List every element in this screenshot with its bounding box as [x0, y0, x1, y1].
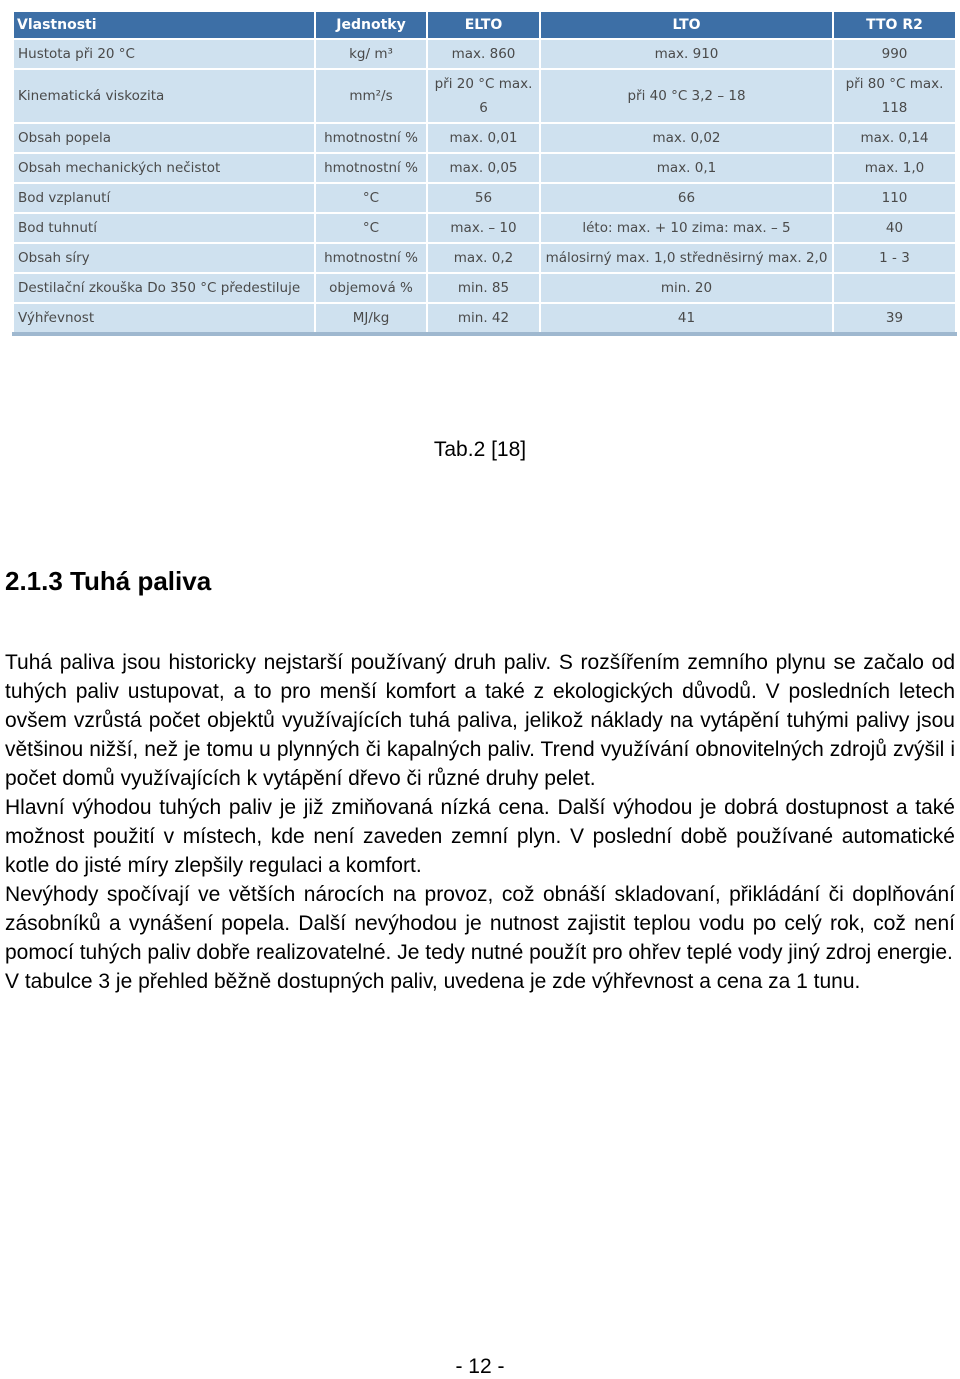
- header-tto: TTO R2: [833, 11, 956, 39]
- cell-unit: MJ/kg: [315, 303, 427, 334]
- table-row: [13, 153, 956, 183]
- cell-elto: max. 0,2: [427, 243, 540, 273]
- header-elto: ELTO: [427, 11, 540, 39]
- cell-tto: 40: [833, 213, 956, 243]
- cell-lto: málosirný max. 1,0 střednësirný max. 2,0: [540, 243, 833, 273]
- cell-unit: kg/ m³: [315, 39, 427, 69]
- cell-unit: °C: [315, 213, 427, 243]
- table-row: [13, 39, 956, 69]
- cell-lto: 41: [540, 303, 833, 334]
- cell-property: Destilační zkouška Do 350 °C předestiluje: [13, 273, 315, 303]
- cell-unit: °C: [315, 183, 427, 213]
- cell-property: Hustota při 20 °C: [13, 39, 315, 69]
- header-units: Jednotky: [315, 11, 427, 39]
- cell-property: Obsah mechanických nečistot: [13, 153, 315, 183]
- table-row: [13, 69, 956, 123]
- paragraph: Tuhá paliva jsou historicky nejstarší používaný druh paliv. S rozšířením zemního plynu se začalo od tuhých paliv ustupovat, a to pro menší komfort a také z ekologických důvodů. V posledních letech ovšem vzrůstá počet objektů využívajících tuhá paliva, jelikož náklady na vytápění tuhými palivy jsou většinou nižší, než je tomu u plynných či kapalných paliv. Trend využívání obnovitelných zdrojů zvýšil i počet domů využívajících k vytápění dřevo či různé druhy pelet.: [5, 651, 955, 790]
- cell-property: Bod vzplanutí: [13, 183, 315, 213]
- table-header-row: [13, 11, 956, 39]
- cell-lto: léto: max. + 10 zima: max. – 5: [540, 213, 833, 243]
- cell-property: Bod tuhnutí: [13, 213, 315, 243]
- cell-unit: hmotnostní %: [315, 123, 427, 153]
- cell-elto: při 20 °C max. 6: [427, 69, 540, 123]
- cell-elto: max. 860: [427, 39, 540, 69]
- cell-elto: max. – 10: [427, 213, 540, 243]
- cell-lto: max. 0,1: [540, 153, 833, 183]
- cell-property: Obsah síry: [13, 243, 315, 273]
- cell-tto: 110: [833, 183, 956, 213]
- body-text: [5, 648, 955, 996]
- paragraph: V tabulce 3 je přehled běžně dostupných paliv, uvedena je zde výhřevnost a cena za 1 tunu.: [5, 970, 861, 993]
- table-row: [13, 213, 956, 243]
- paragraph: Nevýhody spočívají ve větších nárocích na provoz, což obnáší skladovaní, přikládání či doplňování zásobníků a vynášení popela. Další nevýhodou je nutnost zajistit teplou vodu po celý rok, což není pomocí tuhých paliv dobře realizovatelné. Je tedy nutné použít pro ohřev teplé vody jiný zdroj energie.: [5, 883, 955, 964]
- table-row: [13, 123, 956, 153]
- cell-tto: max. 0,14: [833, 123, 956, 153]
- fuel-properties-table: [12, 10, 957, 336]
- table-row: [13, 303, 956, 334]
- cell-elto: 56: [427, 183, 540, 213]
- cell-lto: 66: [540, 183, 833, 213]
- cell-unit: hmotnostní %: [315, 243, 427, 273]
- cell-elto: min. 42: [427, 303, 540, 334]
- cell-tto: při 80 °C max. 118: [833, 69, 956, 123]
- cell-property: Kinematická viskozita: [13, 69, 315, 123]
- cell-lto: min. 20: [540, 273, 833, 303]
- cell-tto: [833, 273, 956, 303]
- cell-elto: min. 85: [427, 273, 540, 303]
- cell-tto: max. 1,0: [833, 153, 956, 183]
- cell-property: Výhřevnost: [13, 303, 315, 334]
- cell-lto: max. 910: [540, 39, 833, 69]
- cell-elto: max. 0,05: [427, 153, 540, 183]
- table-row: [13, 273, 956, 303]
- table-row: [13, 183, 956, 213]
- cell-unit: objemová %: [315, 273, 427, 303]
- header-lto: LTO: [540, 11, 833, 39]
- cell-unit: hmotnostní %: [315, 153, 427, 183]
- cell-lto: při 40 °C 3,2 – 18: [540, 69, 833, 123]
- cell-elto: max. 0,01: [427, 123, 540, 153]
- cell-tto: 990: [833, 39, 956, 69]
- header-properties: Vlastnosti: [13, 11, 315, 39]
- paragraph: Hlavní výhodou tuhých paliv je již zmiňovaná nízká cena. Další výhodou je dobrá dostupnost a také možnost použití v místech, kde není zaveden zemní plyn. V poslední době používané automatické kotle do jisté míry zlepšily regulaci a komfort.: [5, 796, 955, 877]
- cell-lto: max. 0,02: [540, 123, 833, 153]
- cell-unit: mm²/s: [315, 69, 427, 123]
- cell-property: Obsah popela: [13, 123, 315, 153]
- cell-tto: 39: [833, 303, 956, 334]
- table-row: [13, 243, 956, 273]
- section-heading: 2.1.3 Tuhá paliva: [5, 566, 212, 596]
- cell-tto: 1 - 3: [833, 243, 956, 273]
- page-number: - 12 -: [455, 1355, 505, 1378]
- table-caption: Tab.2 [18]: [433, 438, 527, 461]
